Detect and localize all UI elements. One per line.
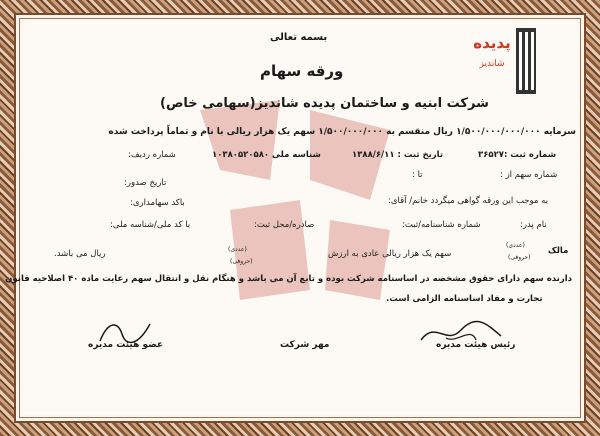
company-seal-label: مهر شرکت — [280, 340, 330, 350]
reg-number: شماره ثبت :۳۶۵۲۷ — [478, 150, 557, 160]
issued-place: صادره/محل ثبت: — [254, 220, 315, 230]
company-name: شرکت ابنیه و ساختمان پدیده شاندیز(سهامی خاص) — [160, 96, 489, 111]
numeric-label-2: (عددی) — [228, 246, 247, 253]
alpha-label-1: (حروفی) — [508, 254, 531, 261]
owner-label: مالک — [548, 246, 569, 256]
member-label: عضو هیئت مدیره — [88, 340, 164, 350]
logo-text: پدیده — [473, 34, 511, 52]
company-logo — [468, 24, 542, 98]
shareholder-code: باکد سهامداری: — [130, 198, 185, 208]
chairman-label: رئیس هیئت مدیره — [436, 340, 516, 350]
numeric-label-1: (عددی) — [506, 242, 525, 249]
share-to: تا : — [412, 170, 423, 180]
share-from: شماره سهم از : — [500, 170, 558, 180]
logo-sub: شاندیز — [479, 59, 505, 69]
id-number: شماره شناسنامه/ثبت: — [402, 220, 481, 230]
rights-line-2: تجارت و مفاد اساسنامه الزامی است. — [386, 294, 543, 304]
issue-date: تاریخ صدور: — [124, 178, 167, 188]
national-code: با کد ملی/شناسه ملی: — [110, 220, 191, 230]
national-id: شناسه ملی ۱۰۳۸۰۵۲۰۵۸۰ — [212, 150, 321, 160]
basmala: بسمه تعالی — [270, 32, 328, 43]
certify-line: به موجب این ورقه گواهی میگردد خانم/ آقای: — [388, 196, 549, 206]
rial-label: ریال می باشد. — [54, 249, 106, 259]
share-description: سهم یک هزار ریالی عادی به ارزش — [328, 249, 452, 259]
reg-date: تاریخ ثبت : ۱۳۸۸/۶/۱۱ — [352, 150, 444, 160]
row-number: شماره ردیف: — [128, 150, 176, 160]
capital-line: سرمایه ۱/۵۰۰/۰۰۰/۰۰۰/۰۰۰ ریال منقسم به ۱/۵۰۰/۰۰۰/۰۰۰ سهم یک هزار ریالی با نام و تماماً پرداخت شده — [108, 127, 576, 137]
rights-line-1: دارنده سهم دارای حقوق مشخصه در اساسنامه شرکت بوده و تابع آن می باشد و هنگام نقل و انتقال سهم رعایت ماده ۴۰ اصلاحیه قانون — [5, 274, 572, 284]
father-name: نام پدر: — [520, 220, 547, 230]
page-title: ورقه سهام — [260, 62, 344, 80]
alpha-label-2: (حروفی) — [230, 258, 253, 265]
